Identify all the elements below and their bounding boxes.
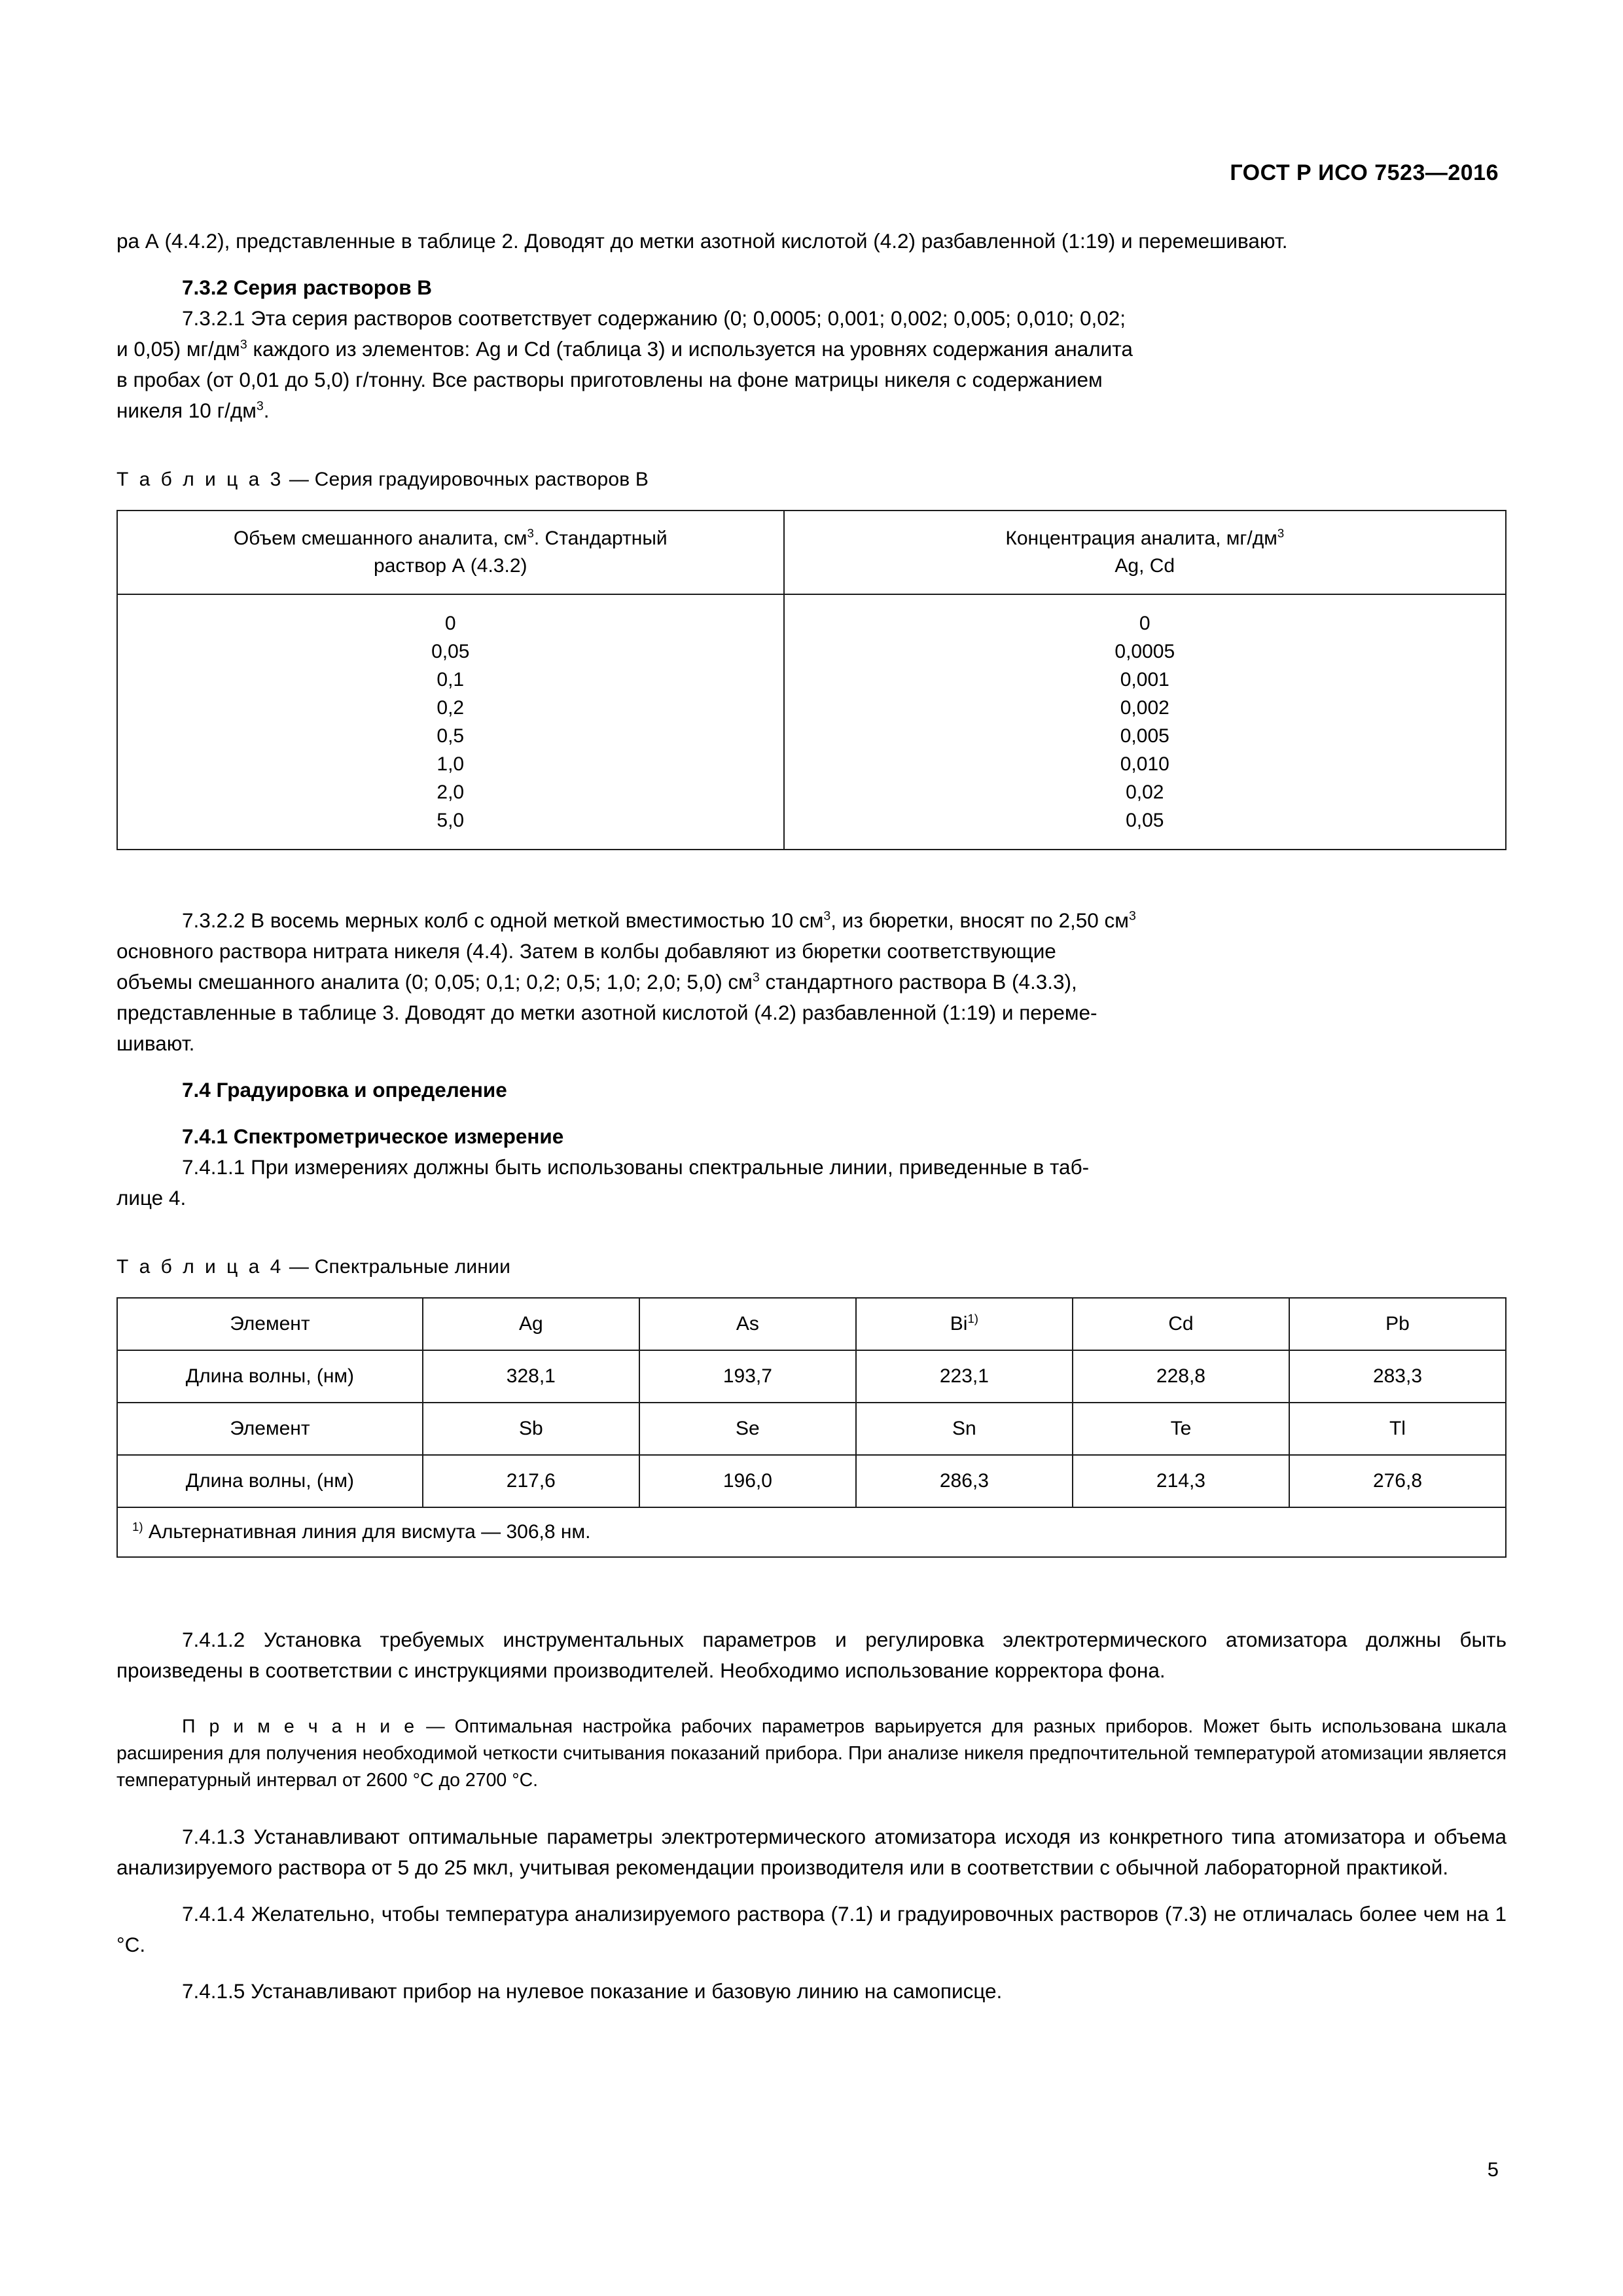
table-4-footnote: $^{1)}$ Альтернативная линия для висмута — 306,8 нм.	[117, 1507, 1506, 1557]
table-4-row3-cell-sn: Sn	[856, 1403, 1073, 1455]
superscript-three: 3	[256, 399, 264, 414]
note-label: П р и м е ч а н и е	[182, 1716, 417, 1737]
table-3-caption	[116, 465, 1507, 494]
table-4-row2-cell-1: 328,1	[423, 1350, 639, 1403]
table-3-header-concentration: Концентрация аналита, $мг/дм^3$ Ag, Cd	[784, 511, 1506, 594]
table-4-row3-cell-te: Te	[1073, 1403, 1289, 1455]
table-4-row1-cell-bi: Bi$^{1)}$	[856, 1298, 1073, 1350]
table-4-row3-cell-tl: Tl	[1289, 1403, 1506, 1455]
superscript-three: 3	[1128, 908, 1136, 924]
table-4-row3-cell-se: Se	[639, 1403, 856, 1455]
table-4-row3-cell-sb: Sb	[423, 1403, 639, 1455]
table-4-row3-label: Элемент	[117, 1403, 423, 1455]
table-4-row1-cell-as: As	[639, 1298, 856, 1350]
table-4-row2-label: Длина волны, (нм)	[117, 1350, 423, 1403]
paragraph-7-3-2-1-line2: и 0,05) $мг/дм^3$ каждого из элементов: Ag и Cd (таблица 3) и используется на уровнях содержания аналита	[116, 337, 1133, 361]
paragraph-7-4-1-4: 7.4.1.4 Желательно, чтобы температура анализируемого раствора (7.1) и градуировочных растворов (7.3) не отличалась более чем на 1 °С.	[116, 1902, 1507, 1956]
table-4-row2-cell-2: 193,7	[639, 1350, 856, 1403]
table-4-row1-cell-cd: Cd	[1073, 1298, 1289, 1350]
paragraph-7-4-1-3: 7.4.1.3 Устанавливают оптимальные параметры электротермического атомизатора исходя из конкретного типа атомизатора и объема анализируемого раствора от 5 до 25 мкл, учитывая рекомендации производителя или в соответствии с обычной лабораторной практикой.	[116, 1825, 1507, 1879]
paragraph-7-3-2-1-line3: в пробах (от 0,01 до 5,0) г/тонну. Все растворы приготовлены на фоне матрицы никеля с содержанием	[116, 368, 1103, 391]
heading-7-4-1: 7.4.1 Спектрометрическое измерение	[182, 1124, 564, 1148]
paragraph-7-3-2-2-line2: основного раствора нитрата никеля (4.4). Затем в колбы добавляют из бюретки соответствующие	[116, 939, 1056, 963]
table-3-calibration-solutions	[116, 510, 1507, 850]
page-content	[116, 226, 1507, 2007]
table-4-row4-cell-4: 214,3	[1073, 1455, 1289, 1507]
table-3-header-row	[117, 511, 1506, 594]
table-3-caption-text: — Серия градуировочных растворов B	[289, 469, 649, 490]
table-3-concentration-column: 0 0,0005 0,001 0,002 0,005 0,010 0,02 0,05	[784, 594, 1506, 850]
superscript-three: 3	[240, 337, 247, 352]
paragraph-7-4-1-1-line1: 7.4.1.1 При измерениях должны быть использованы спектральные линии, приведенные в таб-	[182, 1155, 1090, 1179]
paragraph-7-3-2-2-line3: объемы смешанного аналита (0; 0,05; 0,1; 0,2; 0,5; 1,0; 2,0; 5,0) $см^3$ стандартного раствора B (4.3.3),	[116, 970, 1077, 994]
table-row	[117, 1350, 1506, 1403]
table-4-row2-cell-4: 228,8	[1073, 1350, 1289, 1403]
paragraph-7-3-2-2-line4: представленные в таблице 3. Доводят до метки азотной кислотой (4.2) разбавленной (1:19) и переме-	[116, 1001, 1097, 1024]
paragraph-7-3-2-1-line1: 7.3.2.1 Эта серия растворов соответствует содержанию (0; 0,0005; 0,001; 0,002; 0,005; 0,010; 0,02;	[182, 306, 1126, 330]
note-paragraph	[116, 1713, 1507, 1794]
table-4-row1-label: Элемент	[117, 1298, 423, 1350]
table-4-spectral-lines	[116, 1297, 1507, 1558]
paragraph-7-3-2-1-line4: никеля 10 $г/дм^3$.	[116, 399, 270, 422]
table-row	[117, 1455, 1506, 1507]
table-4-row4-cell-1: 217,6	[423, 1455, 639, 1507]
table-4-row4-label: Длина волны, (нм)	[117, 1455, 423, 1507]
paragraph-7-4-1-5: 7.4.1.5 Устанавливают прибор на нулевое показание и базовую линию на самописце.	[182, 1979, 1003, 2003]
superscript-three: 3	[752, 970, 760, 985]
table-3-caption-label: Т а б л и ц а 3	[116, 469, 284, 490]
table-4-row4-cell-3: 286,3	[856, 1455, 1073, 1507]
page-header: ГОСТ Р ИСО 7523—2016	[1230, 160, 1499, 185]
paragraph-7-4-1-2: 7.4.1.2 Установка требуемых инструментальных параметров и регулировка электротермического атомизатора должны быть произведены в соответствии с инструкциями производителей. Необходимо использование корректора фона.	[116, 1628, 1507, 1682]
table-3-header-volume: Объем смешанного аналита, $см^3$. Стандартный раствор А (4.3.2)	[117, 511, 784, 594]
table-4-caption	[116, 1253, 1507, 1282]
table-4-row1-cell-pb: Pb	[1289, 1298, 1506, 1350]
table-row	[117, 1298, 1506, 1350]
paragraph-7-4-1-1-line2: лице 4.	[116, 1186, 187, 1210]
table-4-caption-text: — Спектральные линии	[289, 1256, 511, 1278]
table-3-data-row	[117, 594, 1506, 850]
paragraph-7-3-2-2-line1: 7.3.2.2 В восемь мерных колб с одной меткой вместимостью 10 $см^3$, из бюретки, вносят по 2,50 $см^3$	[182, 908, 1136, 932]
table-4-caption-label: Т а б л и ц а 4	[116, 1256, 284, 1278]
superscript-three: 3	[823, 908, 831, 924]
table-4-row2-cell-3: 223,1	[856, 1350, 1073, 1403]
table-4-row4-cell-2: 196,0	[639, 1455, 856, 1507]
table-row	[117, 1403, 1506, 1455]
heading-7-4: 7.4 Градуировка и определение	[182, 1078, 507, 1102]
table-4-row1-cell-ag: Ag	[423, 1298, 639, 1350]
table-3-volume-column: 0 0,05 0,1 0,2 0,5 1,0 2,0 5,0	[117, 594, 784, 850]
page-number: 5	[1487, 2158, 1499, 2181]
paragraph-intro: ра А (4.4.2), представленные в таблице 2. Доводят до метки азотной кислотой (4.2) разбавленной (1:19) и перемешивают.	[116, 229, 1288, 253]
table-4-row4-cell-5: 276,8	[1289, 1455, 1506, 1507]
table-4-row2-cell-5: 283,3	[1289, 1350, 1506, 1403]
paragraph-7-3-2-2-line5: шивают.	[116, 1031, 195, 1055]
heading-7-3-2: 7.3.2 Серия растворов B	[182, 276, 433, 299]
note-text: — Оптимальная настройка рабочих параметров варьируется для разных приборов. Может быть использована шкала расширения для получения необходимой четкости считывания показаний прибора. При анализе никеля предпочтительной температурой атомизации является температурный интервал от 2600 °С до 2700 °С.	[116, 1716, 1507, 1791]
table-4-footnote-row	[117, 1507, 1506, 1557]
